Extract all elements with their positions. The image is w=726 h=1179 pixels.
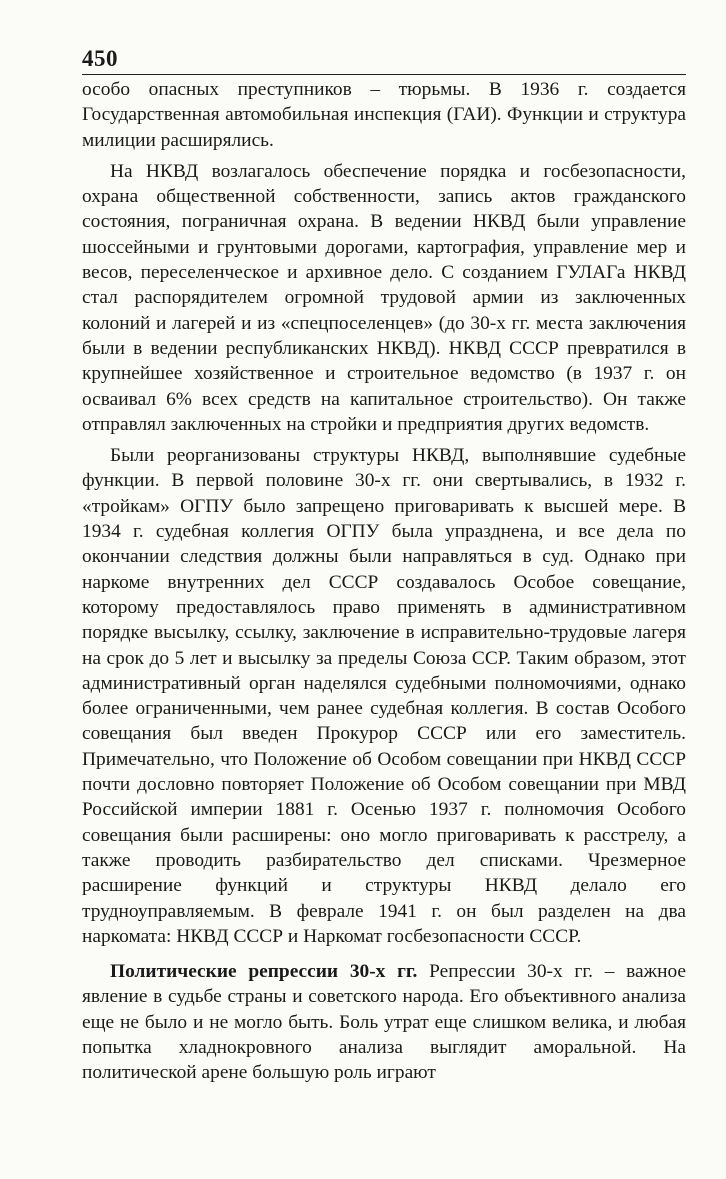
paragraph-nkvd-duties: На НКВД возлагалось обеспечение порядка и госбезопасности, охрана общественной собственности, запись актов гражданского состояния, пограничная охрана. В ведении НКВД были управление шоссейными и грунтовыми дорогами, картография, управление мер и весов, переселенческое и архивное дело. С созданием ГУЛАГа НКВД стал распорядителем огромной трудовой армии из заключенных колоний и лагерей и из «спецпоселенцев» (до 30-х гг. места заключения были в ведении республиканских НКВД). НКВД СССР превратился в крупнейшее хозяйственное и строительное ведомство (в 1937 г. он осваивал 6% всех средств на капитальное строительство). Он также отправлял заключенных на стройки и предприятия других ведомств.	[82, 160, 686, 435]
paragraph-judicial-functions: Были реорганизованы структуры НКВД, выполнявшие судебные функции. В первой половине 30-х гг. они свертывались, в 1932 г. «тройкам» ОГПУ было запрещено приговаривать к высшей мере. В 1934 г. судебная коллегия ОГПУ была упразднена, и все дела по окончании следствия должны были направляться в суд. Однако при наркоме внутренних дел СССР создавалось Особое совещание, которому предоставлялось право применять в административном порядке высылку, ссылку, заключение в исправительно-трудовые лагеря на срок до 5 лет и высылку за пределы Союза ССР. Таким образом, этот административный орган наделялся судебными полномочиями, однако более ограниченными, чем ранее судебная коллегия. В состав Особого совещания был введен Прокурор СССР или его заместитель. Примечательно, что Положение об Особом совещании при НКВД СССР почти дословно повторяет Положение об Особом совещании при МВД Российской империи 1881 г. Осенью 1937 г. полномочия Особого совещания были расширены: оно могло приговаривать к расстрелу, а также проводить разбирательство дел списками. Чрезмерное расширение функций и структуры НКВД делало его трудноуправляемым. В феврале 1941 г. он был разделен на два наркомата: НКВД СССР и Наркомат госбезопасности СССР.	[82, 445, 686, 947]
paragraph-continuation: особо опасных преступников – тюрьмы. В 1936 г. создается Государственная автомобильная инспекция (ГАИ). Функции и структура милиции расширялись.	[82, 79, 686, 151]
page-number: 450	[82, 46, 118, 71]
section-paragraph-text: Репрессии 30-х гг. – важное явление в судьбе страны и советского народа. Его объективного анализа еще не было и не могло быть. Боль утрат еще слишком велика, и любая попытка хладнокровного анализа выглядит аморальной. На политической арене большую роль играют	[82, 961, 686, 1084]
page-header	[82, 42, 686, 75]
section-run-in-heading: Политические репрессии 30-х гг.	[110, 961, 418, 983]
body-text	[82, 77, 686, 1086]
paragraph-political-repressions	[82, 959, 686, 1085]
